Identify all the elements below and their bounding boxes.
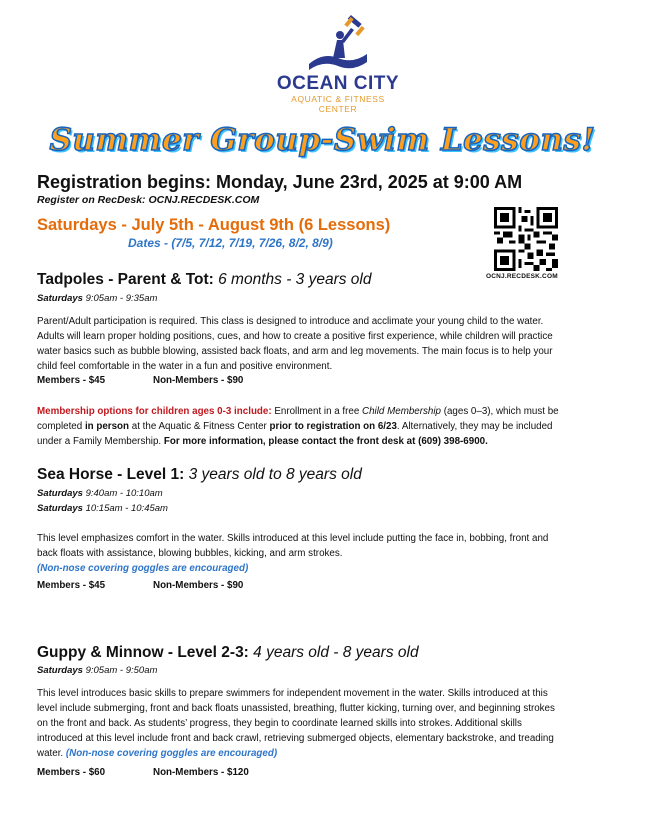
seahorse-description	[37, 531, 609, 576]
guppy-heading	[37, 643, 419, 663]
ocean-city-logo	[268, 14, 408, 124]
membership-text: prior to registration on 6/23	[269, 421, 397, 432]
swimmer-weightlifter-icon	[303, 14, 373, 72]
seahorse-day: Saturdays	[37, 488, 83, 499]
goggles-note: (Non-nose covering goggles are encouraged)	[37, 563, 249, 574]
tadpoles-heading	[37, 270, 372, 290]
non-members-price: Non-Members - $120	[153, 767, 249, 778]
members-price: Members - $45	[37, 580, 106, 591]
saturdays-dates: Dates - (7/5, 7/12, 7/19, 7/26, 8/2, 8/9)	[128, 236, 333, 250]
membership-label: Membership options for children ages 0-3 include:	[37, 406, 272, 417]
qr-caption: OCNJ.RECDESK.COM	[486, 273, 558, 280]
guppy-desc-line: This level introduces basic skills to prepare swimmers for independent movement in the water. Skills introduced at this	[37, 688, 548, 699]
tadpoles-desc-line: water basics such as bubble blowing, assisted back floats, and arm and leg movements. The main focus is to help your	[37, 346, 553, 357]
members-price: Members - $45	[37, 375, 106, 386]
seahorse-desc-line: This level emphasizes comfort in the water. Skills introduced at this level include putting the face in, bobbing, front and	[37, 533, 549, 544]
logo-title: OCEAN CITY	[276, 73, 400, 94]
seahorse-heading	[37, 465, 362, 485]
banner-title: Summer Group-Swim Lessons!	[49, 122, 596, 158]
membership-text: (ages 0–3), which must be	[440, 406, 559, 417]
guppy-title: Guppy & Minnow - Level 2-3:	[37, 644, 249, 661]
seahorse-schedule-1	[37, 487, 163, 501]
membership-text: in person	[84, 421, 130, 432]
logo-subtitle-2: CENTER	[318, 104, 358, 114]
membership-text: Enrollment in a free	[271, 406, 363, 417]
guppy-time: 9:05am - 9:50am	[82, 665, 158, 676]
tadpoles-day: Saturdays	[37, 293, 83, 304]
seahorse-schedule-2	[37, 502, 168, 516]
tadpoles-title: Tadpoles - Parent & Tot:	[37, 271, 214, 288]
seahorse-title: Sea Horse - Level 1:	[37, 466, 185, 483]
members-price: Members - $60	[37, 767, 106, 778]
tadpoles-desc-line: Adults will learn proper holding positions, cues, and how to create a positive first experience, while children will practice	[37, 331, 553, 342]
membership-text: Child Membership	[362, 406, 441, 417]
guppy-desc-line: water.	[37, 748, 66, 759]
registration-title: Registration begins: Monday, June 23rd, 2025 at 9:00 AM	[37, 172, 523, 192]
guppy-desc-line: introduced at this level include front and back crawl, retrieving submerged objects, elementary backstroke, and treading	[37, 733, 554, 744]
seahorse-prices	[37, 580, 244, 591]
goggles-note: (Non-nose covering goggles are encouraged)	[65, 748, 278, 759]
seahorse-time: 9:40am - 10:10am	[82, 488, 163, 499]
membership-text: . Alternatively, they may be included	[396, 421, 553, 432]
non-members-price: Non-Members - $90	[153, 375, 244, 386]
seahorse-day: Saturdays	[37, 503, 83, 514]
membership-contact: For more information, please contact the front desk at (609) 398-6900.	[163, 436, 488, 447]
membership-info	[37, 404, 609, 449]
registration-subtitle: Register on RecDesk: OCNJ.RECDESK.COM	[37, 194, 260, 206]
membership-text: completed	[37, 421, 85, 432]
guppy-age: 4 years old - 8 years old	[248, 644, 419, 661]
guppy-desc-line: level include submerging, front and back floats unassisted, breathing, flutter kicking, turning over, and beginning strokes	[37, 703, 555, 714]
tadpoles-description	[37, 314, 609, 374]
qr-code-icon[interactable]	[494, 206, 558, 272]
guppy-prices	[37, 767, 249, 778]
seahorse-age: 3 years old to 8 years old	[184, 466, 362, 483]
membership-text: under a Family Membership.	[37, 436, 164, 447]
membership-text: at the Aquatic & Fitness Center	[129, 421, 270, 432]
saturdays-title: Saturdays - July 5th - August 9th (6 Lessons)	[37, 216, 391, 234]
tadpoles-age: 6 months - 3 years old	[213, 271, 372, 288]
tadpoles-time: 9:05am - 9:35am	[82, 293, 158, 304]
tadpoles-prices	[37, 375, 244, 386]
logo-subtitle: AQUATIC & FITNESS	[291, 94, 385, 104]
tadpoles-desc-line: child feel comfortable in the water in a fun and positive environment.	[37, 361, 333, 372]
non-members-price: Non-Members - $90	[153, 580, 244, 591]
guppy-description	[37, 686, 609, 761]
tadpoles-desc-line: Parent/Adult participation is required. This class is designed to introduce and acclimate your young child to the water.	[37, 316, 544, 327]
guppy-desc-line: on the front and back. As students’ progress, they begin to coordinate learned skills into strokes. Additional skills	[37, 718, 522, 729]
seahorse-desc-line: back floats with assistance, blowing bubbles, kicking, and arm strokes.	[37, 548, 343, 559]
guppy-schedule	[37, 664, 157, 678]
tadpoles-schedule	[37, 292, 157, 306]
guppy-day: Saturdays	[37, 665, 83, 676]
seahorse-time: 10:15am - 10:45am	[82, 503, 168, 514]
